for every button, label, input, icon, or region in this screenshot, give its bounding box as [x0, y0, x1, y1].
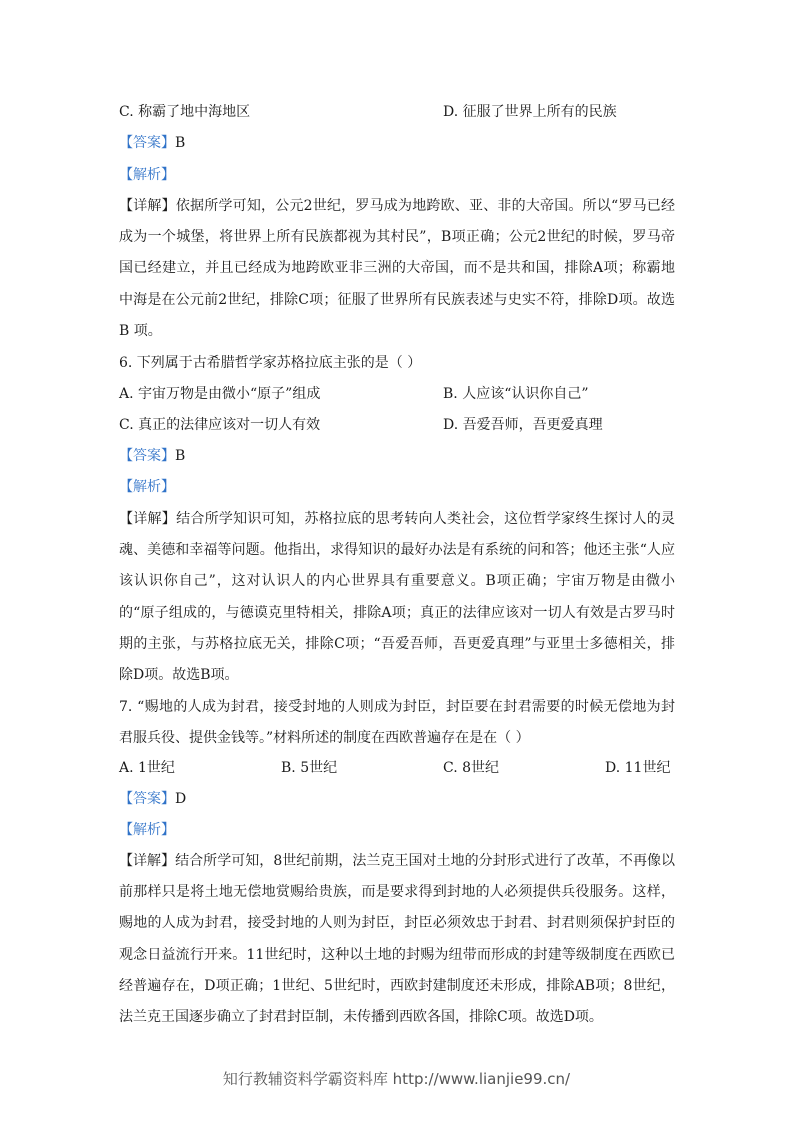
analysis-tag: 【解析】	[119, 822, 175, 838]
analysis-tag: 【解析】	[119, 479, 175, 495]
q7-answer	[119, 789, 186, 809]
detail-tag: 【详解】	[119, 853, 176, 869]
q6-answer	[119, 446, 185, 466]
q7-option-c: C. 8世纪	[443, 760, 500, 776]
q7-analysis-heading	[119, 820, 175, 840]
detail-tag: 【详解】	[119, 198, 176, 214]
q6-stem: 6. 下列属于古希腊哲学家苏格拉底主张的是（ ）	[119, 355, 422, 371]
detail-text: 结合所学知识可知，苏格拉底的思考转向人类社会，这位哲学家终生探讨人的灵魂、美德和幸福等问题。他指出，求得知识的最好办法是有系统的问和答；他还主张“人应该认识你自己”，这对认识人的内心世界具有重要意义。B项正确；宇宙万物是由微小的“原子组成的，与德谟克里特相关，排除A项；真正的法律应该对一切人有效是古罗马时期的主张，与苏格拉底无关，排除C项；“吾爱吾师，吾更爱真理”与亚里士多德相关，排除D项。故选B项。	[119, 511, 676, 684]
answer-value: D	[175, 791, 187, 807]
q6-analysis-heading	[119, 477, 175, 497]
q7-option-b: B. 5世纪	[281, 760, 338, 776]
detail-tag: 【详解】	[119, 511, 177, 527]
q5-option-d: D. 征服了世界上所有的民族	[443, 104, 617, 120]
q7-stem: 7. “赐地的人成为封君，接受封地的人则成为封臣，封臣要在封君需要的时候无偿地为封君服兵役、提供金钱等。”材料所述的制度在西欧普遍存在是在（ ）	[119, 699, 675, 747]
answer-tag: 【答案】	[119, 448, 175, 464]
answer-value: B	[175, 448, 186, 464]
detail-text: 依据所学可知，公元2世纪，罗马成为地跨欧、亚、非的大帝国。所以“罗马已经成为一个城堡，将世界上所有民族都视为其村民”，B项正确；公元2世纪的时候，罗马帝国已经建立，并且已经成为地跨欧亚非三洲的大帝国，而不是共和国，排除A项；称霸地中海是在公元前2世纪，排除C项；征服了世界所有民族表述与史实不符，排除D项。故选 B 项。	[119, 198, 676, 339]
q7-detail	[119, 846, 675, 1033]
answer-tag: 【答案】	[119, 791, 175, 807]
answer-tag: 【答案】	[119, 135, 175, 151]
q6-option-b: B. 人应该“认识你自己”	[443, 386, 589, 402]
q6-option-c: C. 真正的法律应该对一切人有效	[119, 417, 321, 433]
q6-option-d: D. 吾爱吾师，吾更爱真理	[443, 417, 603, 433]
q6-option-a: A. 宇宙万物是由微小“原子”组成	[119, 386, 321, 402]
q7-option-d: D. 11世纪	[605, 760, 671, 776]
q5-analysis-heading	[119, 165, 175, 185]
q6-detail	[119, 504, 675, 691]
footer-watermark: 知行教辅资料学霸资料库 http://www.lianjie99.cn/	[222, 1070, 571, 1088]
answer-value: B	[175, 135, 186, 151]
q5-detail	[119, 191, 675, 347]
q5-answer	[119, 133, 185, 153]
q5-option-c: C. 称霸了地中海地区	[119, 104, 251, 120]
detail-text: 结合所学可知，8世纪前期，法兰克王国对土地的分封形式进行了改革，不再像以前那样只是将土地无偿地赏赐给贵族，而是要求得到封地的人必须提供兵役服务。这样，赐地的人成为封君，接受封地的人则为封臣，封臣必须效忠于封君、封君则须保护封臣的观念日益流行开来。11世纪时，这种以土地的封赐为纽带而形成的封建等级制度在西欧已经普遍存在，D项正确；1世纪、5世纪时，西欧封建制度还未形成，排除AB项；8世纪，法兰克王国逐步确立了封君封臣制，未传播到西欧各国，排除C项。故选D项。	[119, 853, 676, 1026]
q7-option-a: A. 1世纪	[119, 760, 175, 776]
analysis-tag: 【解析】	[119, 167, 175, 183]
